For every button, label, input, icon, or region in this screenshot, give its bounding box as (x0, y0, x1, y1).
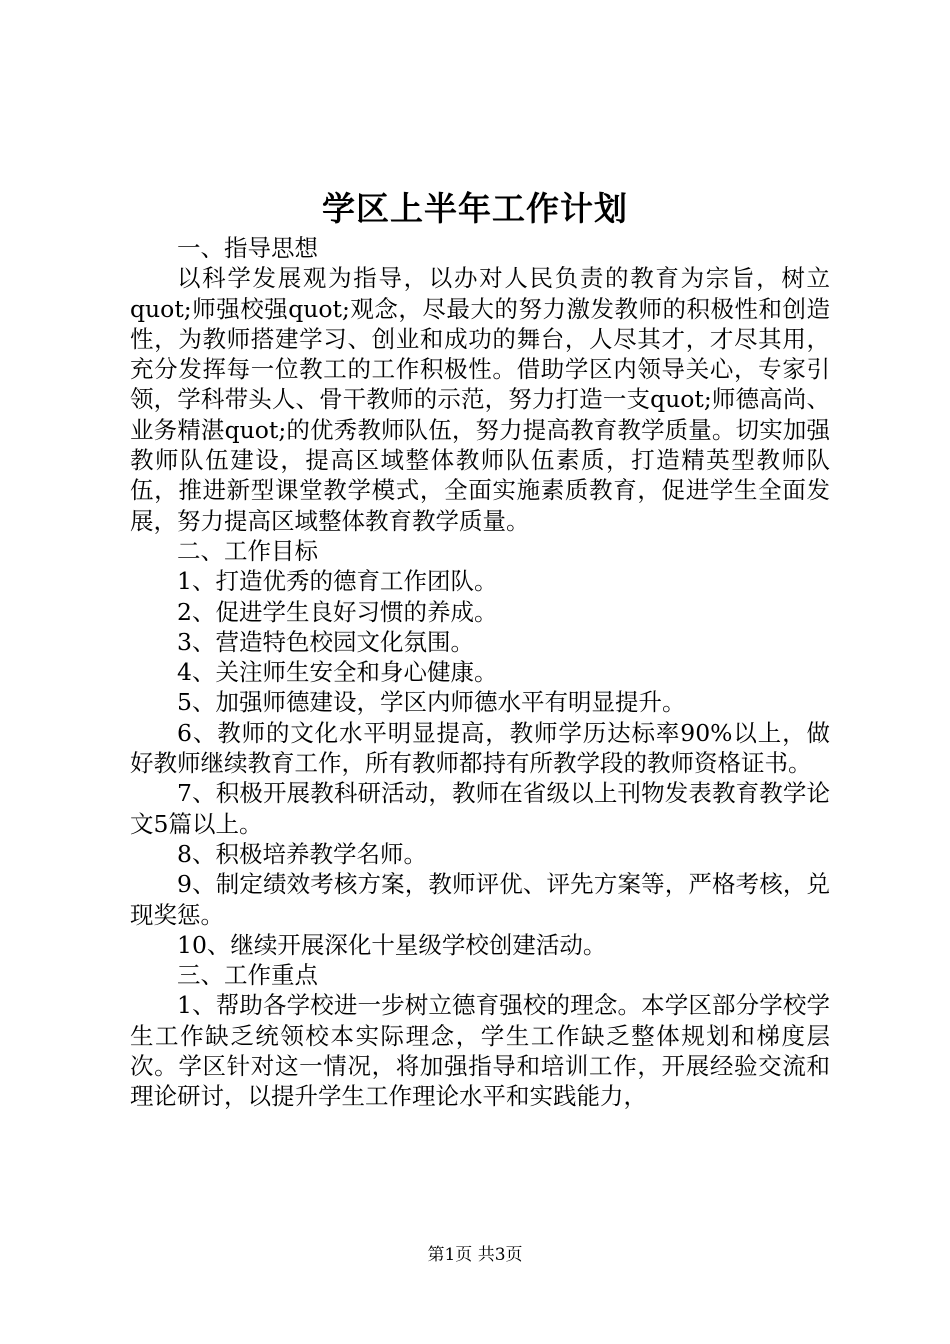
goal-item-9: 9、制定绩效考核方案，教师评优、评先方案等，严格考核，兑现奖惩。 (130, 870, 830, 929)
document-body (130, 233, 830, 1112)
goal-item-4: 4、关注师生安全和身心健康。 (177, 658, 498, 687)
goal-item-8: 8、积极培养教学名师。 (177, 839, 427, 868)
goal-item-2: 2、促进学生良好习惯的养成。 (177, 597, 498, 626)
paragraph-guiding-ideology: 以科学发展观为指导，以办对人民负责的教育为宗旨，树立quot;师强校强quot;观念，尽最大的努力激发教师的积极性和创造性，为教师搭建学习、创业和成功的舞台，人尽其才，才尽其用，充分发挥每一位教工的工作积极性。借助学区内领导关心，专家引领，学科带头人、骨干教师的示范，努力打造一支quot;师德高尚、业务精湛quot;的优秀教师队伍，努力提高教育教学质量。切实加强教师队伍建设，提高区域整体教师队伍素质，打造精英型教师队伍，推进新型课堂教学模式，全面实施素质教育，促进学生全面发展，努力提高区域整体教育教学质量。 (130, 264, 830, 535)
goal-item-6: 6、教师的文化水平明显提高，教师学历达标率90%以上，做好教师继续教育工作，所有教师都持有所教学段的教师资格证书。 (130, 718, 830, 778)
goal-item-7: 7、积极开展教科研活动，教师在省级以上刊物发表教育教学论文5篇以上。 (130, 779, 830, 838)
goal-item-3: 3、营造特色校园文化氛围。 (177, 627, 474, 656)
goal-item-1: 1、打造优秀的德育工作团队。 (177, 567, 498, 596)
section-heading-work-goals: 二、工作目标 (177, 536, 318, 565)
section-heading-guiding-ideology: 一、指导思想 (177, 234, 318, 262)
section-heading-work-focus: 三、工作重点 (177, 961, 318, 990)
page-footer: 第1页 共3页 (427, 1245, 523, 1265)
goal-item-10: 10、继续开展深化十星级学校创建活动。 (177, 930, 607, 959)
goal-item-5: 5、加强师德建设，学区内师德水平有明显提升。 (177, 688, 686, 717)
document-title: 学区上半年工作计划 (322, 189, 628, 228)
focus-item-1: 1、帮助各学校进一步树立德育强校的理念。本学区部分学校学生工作缺乏统领校本实际理念，学生工作缺乏整体规划和梯度层次。学区针对这一情况，将加强指导和培训工作，开展经验交流和理论研讨，以提升学生工作理论水平和实践能力， (130, 991, 830, 1111)
